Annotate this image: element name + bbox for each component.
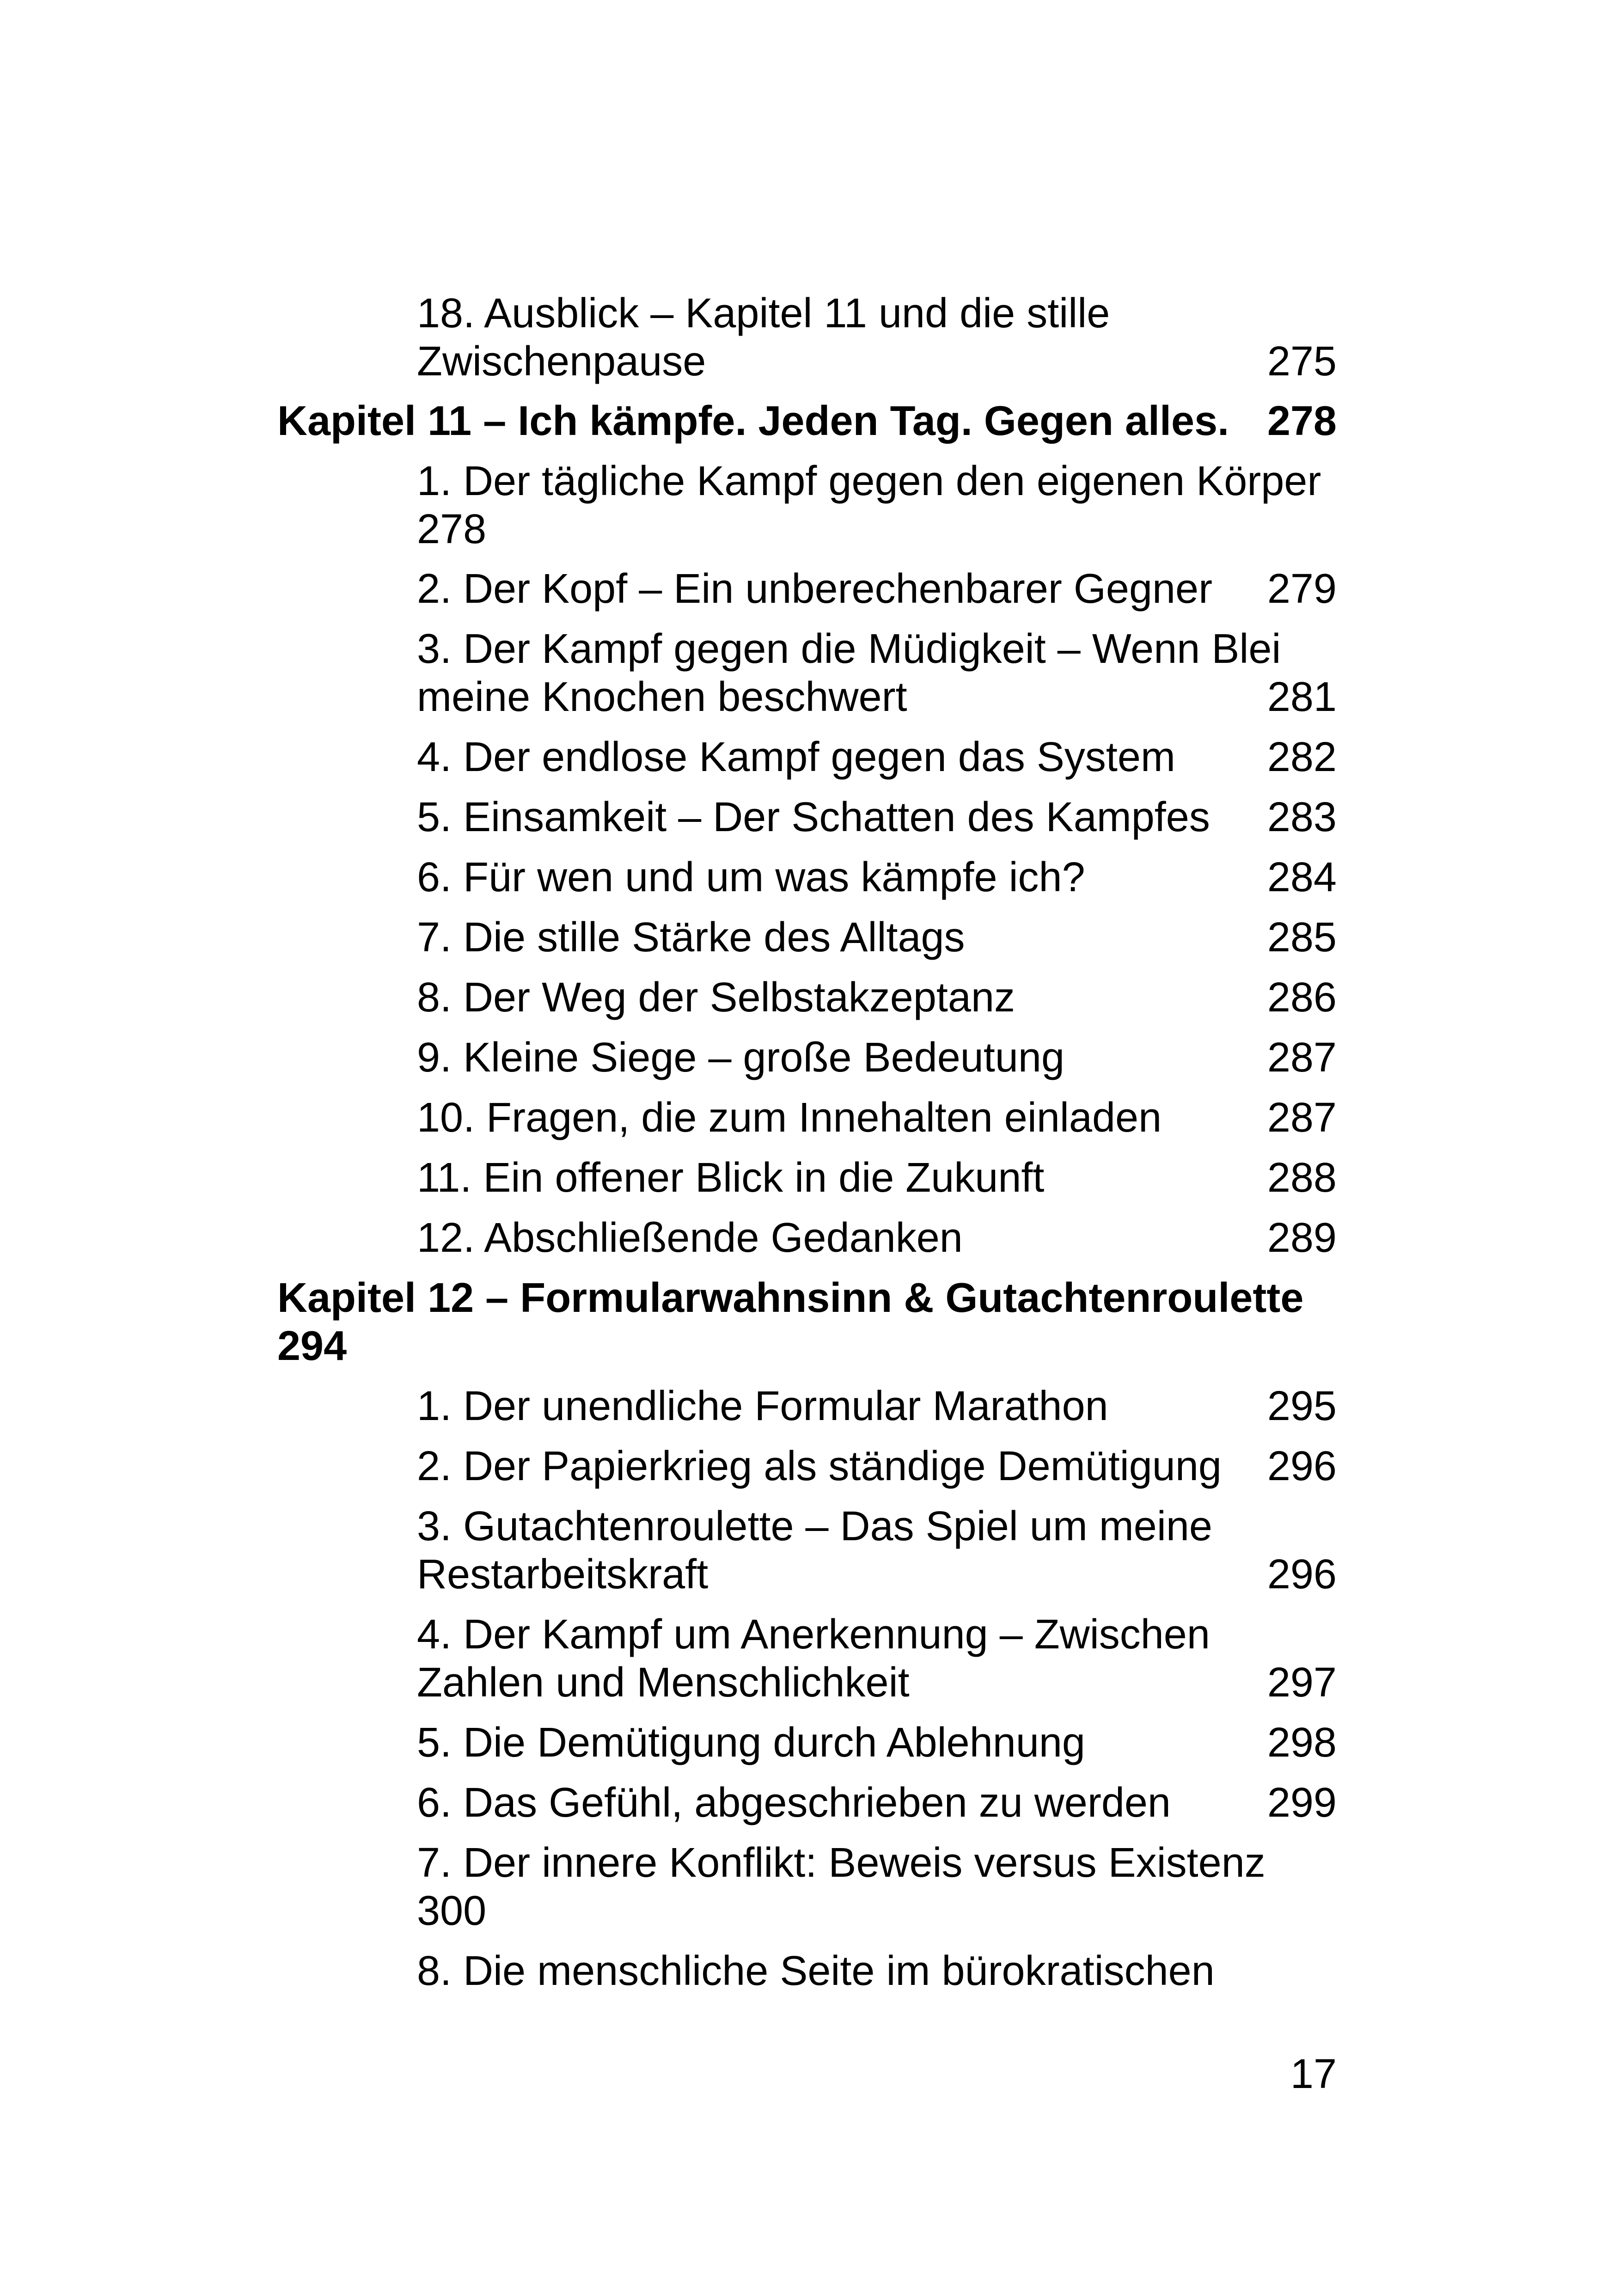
toc-page-number: 288 [1267,1155,1337,1201]
toc-chapter-heading: 294 [277,1323,347,1369]
toc-page-number: 297 [1267,1659,1337,1706]
page-number: 17 [1290,2051,1337,2097]
toc-entry-line: 1. Der tägliche Kampf gegen den eigenen Körper [417,458,1321,504]
toc-entry: 11. Ein offener Blick in die Zukunft [417,1155,1045,1201]
toc-entry-line: 4. Der Kampf um Anerkennung – Zwischen [417,1611,1210,1658]
toc-entry-line: 3. Gutachtenroulette – Das Spiel um meine [417,1503,1212,1549]
toc-entry: 2. Der Papierkrieg als ständige Demütigung [417,1443,1222,1489]
toc-entry-line: Zwischenpause [417,338,706,385]
toc-entry-line: meine Knochen beschwert [417,674,907,720]
toc-entry: 6. Das Gefühl, abgeschrieben zu werden [417,1780,1171,1826]
toc-entry-line: 3. Der Kampf gegen die Müdigkeit – Wenn Blei [417,626,1281,672]
toc-page-number: 296 [1267,1551,1337,1598]
toc-page-number: 286 [1267,974,1337,1021]
toc-page-number: 278 [1267,398,1337,444]
toc-entry: 10. Fragen, die zum Innehalten einladen [417,1095,1162,1141]
toc-entry: 8. Die menschliche Seite im bürokratischen [417,1948,1215,1994]
toc-entry-line: 18. Ausblick – Kapitel 11 und die stille [417,290,1110,337]
toc-entry: 6. Für wen und um was kämpfe ich? [417,854,1085,900]
toc-page-number: 299 [1267,1780,1337,1826]
toc-entry-line: 300 [417,1888,487,1934]
toc-entry: 8. Der Weg der Selbstakzeptanz [417,974,1015,1021]
toc-entry-line: Zahlen und Menschlichkeit [417,1659,910,1706]
toc-entry-line: 7. Der innere Konflikt: Beweis versus Existenz [417,1840,1266,1886]
toc-page-number: 298 [1267,1720,1337,1766]
toc-page-number: 296 [1267,1443,1337,1489]
toc-entry: 4. Der endlose Kampf gegen das System [417,734,1175,780]
toc-entry: 12. Abschließende Gedanken [417,1215,963,1261]
toc-page-number: 275 [1267,338,1337,385]
toc-page-number: 285 [1267,914,1337,961]
toc-page-number: 295 [1267,1383,1337,1429]
toc-entry-line: Restarbeitskraft [417,1551,709,1598]
toc-page-number: 289 [1267,1215,1337,1261]
toc-entry: 9. Kleine Siege – große Bedeutung [417,1035,1065,1081]
toc-chapter-heading: Kapitel 11 – Ich kämpfe. Jeden Tag. Gegen alles. [277,398,1229,444]
toc-entry: 7. Die stille Stärke des Alltags [417,914,965,961]
toc-entry-line: 278 [417,506,487,552]
toc-page-number: 287 [1267,1095,1337,1141]
toc-page-number: 279 [1267,566,1337,612]
toc-chapter-heading: Kapitel 12 – Formularwahnsinn & Gutachtenroulette [277,1275,1304,1321]
toc-entry: 1. Der unendliche Formular Marathon [417,1383,1108,1429]
toc-page-number: 281 [1267,674,1337,720]
toc-page-number: 287 [1267,1035,1337,1081]
toc-page-number: 284 [1267,854,1337,900]
toc-entry: 5. Die Demütigung durch Ablehnung [417,1720,1085,1766]
toc-page-number: 282 [1267,734,1337,780]
toc-entry: 5. Einsamkeit – Der Schatten des Kampfes [417,794,1210,840]
toc-entry: 2. Der Kopf – Ein unberechenbarer Gegner [417,566,1213,612]
toc-page-number: 283 [1267,794,1337,840]
